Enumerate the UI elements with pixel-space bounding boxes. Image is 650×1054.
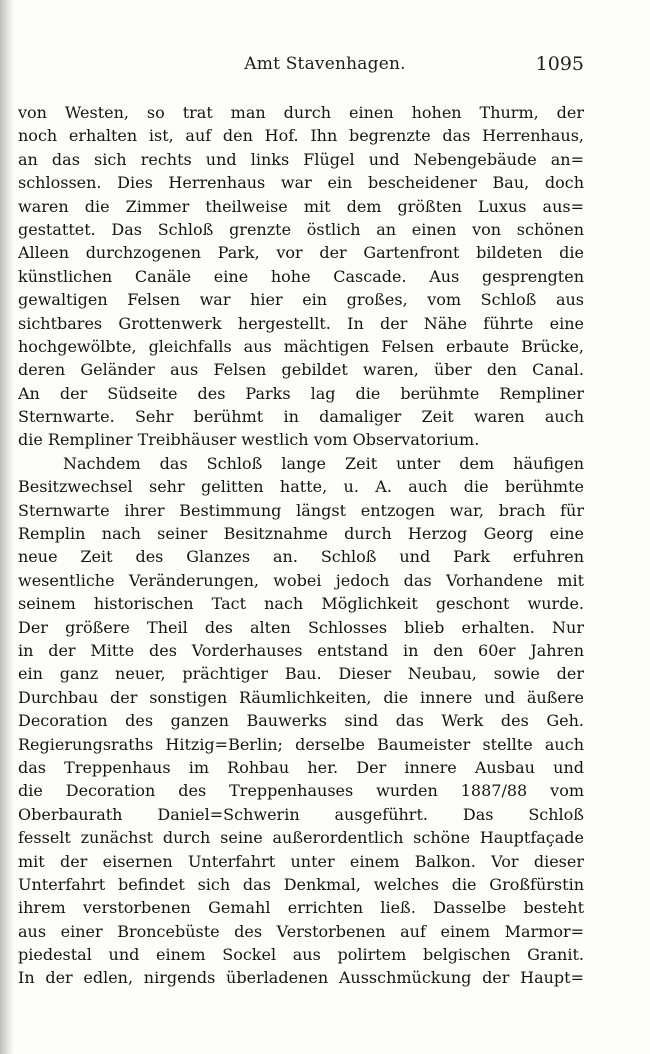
page-gutter-shadow <box>0 0 14 1054</box>
text-line: die Decoration des Treppenhauses wurden 1887/88 vom <box>18 781 584 801</box>
text-line: in der Mitte des Vorderhauses entstand in den 60er Jahren <box>18 640 584 660</box>
text-line: Besitzwechsel sehr gelitten hatte, u. A. auch die berühmte <box>18 477 584 497</box>
text-line: piedestal und einem Sockel aus polirtem belgischen Granit. <box>18 945 584 965</box>
body-text <box>18 101 584 990</box>
text-line: In der edlen, nirgends überladenen Ausschmückung der Haupt= <box>18 968 584 988</box>
text-line: An der Südseite des Parks lag die berühmte Rempliner <box>18 383 584 403</box>
text-line: wesentliche Veränderungen, wobei jedoch das Vorhandene mit <box>18 570 584 590</box>
text-line: Durchbau der sonstigen Räumlichkeiten, die innere und äußere <box>18 687 584 707</box>
text-line: hochgewölbte, gleichfalls aus mächtigen Felsen erbaute Brücke, <box>18 336 584 356</box>
text-line: ein ganz neuer, prächtiger Bau. Dieser Neubau, sowie der <box>18 664 584 684</box>
text-line: Der größere Theil des alten Schlosses blieb erhalten. Nur <box>18 617 584 637</box>
text-line: schlossen. Dies Herrenhaus war ein bescheidener Bau, doch <box>18 173 584 193</box>
text-line: neue Zeit des Glanzes an. Schloß und Park erfuhren <box>18 547 584 567</box>
text-line: Decoration des ganzen Bauwerks sind das Werk des Geh. <box>18 711 584 731</box>
text-line: ihrem verstorbenen Gemahl errichten ließ. Dasselbe besteht <box>18 898 584 918</box>
text-line: von Westen, so trat man durch einen hohen Thurm, der <box>18 103 584 122</box>
text-line-paragraph-end: die Rempliner Treibhäuser westlich vom Observatorium. <box>18 430 480 450</box>
text-line: Sternwarte. Sehr berühmt in damaliger Zeit waren auch <box>18 407 584 427</box>
running-header: Amt Stavenhagen. <box>244 54 406 74</box>
text-line-paragraph-start: Nachdem das Schloß lange Zeit unter dem häufigen <box>63 453 584 473</box>
text-line: waren die Zimmer theilweise mit dem größten Luxus aus= <box>18 196 584 216</box>
text-line: Remplin nach seiner Besitznahme durch Herzog Georg eine <box>18 524 584 544</box>
text-line: seinem historischen Tact nach Möglichkeit geschont wurde. <box>18 594 584 614</box>
text-line: an das sich rechts und links Flügel und Nebengebäude an= <box>18 149 584 169</box>
text-line: mit der eisernen Unterfahrt unter einem Balkon. Vor dieser <box>18 851 584 871</box>
text-line: deren Geländer aus Felsen gebildet waren, über den Canal. <box>18 360 584 380</box>
text-line: gewaltigen Felsen war hier ein großes, vom Schloß aus <box>18 290 584 310</box>
text-line: das Treppenhaus im Rohbau her. Der innere Ausbau und <box>18 757 584 777</box>
text-line: Unterfahrt befindet sich das Denkmal, welches die Großfürstin <box>18 874 584 894</box>
text-line: gestattet. Das Schloß grenzte östlich an einen von schönen <box>18 219 584 239</box>
text-line: Alleen durchzogenen Park, vor der Gartenfront bildeten die <box>18 243 584 263</box>
text-line: noch erhalten ist, auf den Hof. Ihn begrenzte das Herrenhaus, <box>18 126 584 146</box>
text-line: Regierungsraths Hitzig=Berlin; derselbe Baumeister stellte auch <box>18 734 584 754</box>
text-line: sichtbares Grottenwerk hergestellt. In der Nähe führte eine <box>18 313 584 333</box>
text-line: künstlichen Canäle eine hohe Cascade. Aus gesprengten <box>18 266 584 286</box>
text-line: Oberbaurath Daniel=Schwerin ausgeführt. Das Schloß <box>18 804 584 824</box>
text-line: fesselt zunächst durch seine außerordentlich schöne Hauptfaçade <box>18 828 584 848</box>
text-line: Sternwarte ihrer Bestimmung längst entzogen war, brach für <box>18 500 584 520</box>
page-number: 1095 <box>535 53 584 75</box>
text-line: aus einer Broncebüste des Verstorbenen auf einem Marmor= <box>18 921 584 941</box>
